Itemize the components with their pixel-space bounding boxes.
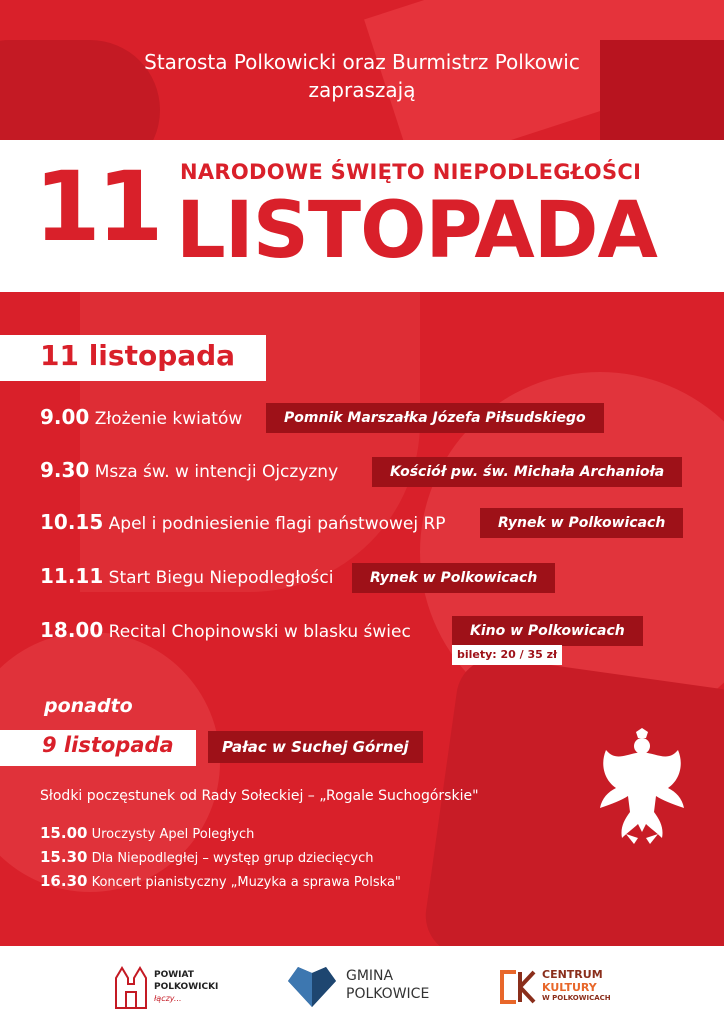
gmina-logo[interactable] <box>286 962 456 1012</box>
main-date-label <box>0 335 266 381</box>
diamond-icon <box>286 965 338 1009</box>
extra-event-time: 16.30 <box>40 872 88 890</box>
event-time: 11.11 <box>40 564 104 588</box>
castle-icon <box>114 964 148 1010</box>
ck-icon <box>498 970 538 1004</box>
extra-event-row <box>40 872 401 890</box>
event-time: 9.00 <box>40 405 90 429</box>
extra-event-name: Koncert pianistyczny „Muzyka a sprawa Polska" <box>91 875 401 890</box>
gmina-line1: GMINA <box>346 968 394 984</box>
event-row <box>40 618 411 642</box>
extra-place: Pałac w Suchej Górnej <box>208 731 423 763</box>
event-row <box>40 510 446 534</box>
title-day: 11 <box>34 151 160 263</box>
invitation-text <box>0 48 724 104</box>
invitation-line-2: zapraszają <box>308 78 416 102</box>
main-date-text: 11 listopada <box>40 339 236 372</box>
centrum-line2: KULTURY <box>542 981 597 994</box>
extra-event-time: 15.30 <box>40 848 88 866</box>
extra-note: Słodki poczęstunek od Rady Sołeckiej – „Rogale Suchogórskie" <box>40 788 479 804</box>
centrum-kultury-logo[interactable] <box>498 962 638 1012</box>
extra-event-name: Uroczysty Apel Poległych <box>91 827 255 842</box>
title-month: LISTOPADA <box>176 186 657 276</box>
event-name: Recital Chopinowski w blasku świec <box>108 622 411 642</box>
powiat-line1: POWIAT <box>154 970 194 980</box>
event-time: 10.15 <box>40 510 104 534</box>
event-time: 18.00 <box>40 618 104 642</box>
event-name: Start Biegu Niepodległości <box>108 568 334 588</box>
extra-date-text: 9 listopada <box>42 733 174 757</box>
extra-date-label <box>0 730 196 766</box>
gmina-line2: POLKOWICE <box>346 986 430 1002</box>
powiat-line2: POLKOWICKI <box>154 982 219 992</box>
event-row <box>40 564 333 588</box>
event-place: Pomnik Marszałka Józefa Piłsudskiego <box>266 403 604 433</box>
event-place: Rynek w Polkowicach <box>352 563 555 593</box>
extra-event-row <box>40 824 254 842</box>
event-time: 9.30 <box>40 458 90 482</box>
invitation-line-1: Starosta Polkowicki oraz Burmistrz Polkowic <box>144 50 580 74</box>
extra-event-name: Dla Niepodległej – występ grup dziecięcych <box>91 851 374 866</box>
event-place: Rynek w Polkowicach <box>480 508 683 538</box>
event-place: Kino w Polkowicach <box>452 616 643 646</box>
event-place: Kościół pw. św. Michała Archanioła <box>372 457 682 487</box>
white-eagle-icon <box>596 728 688 844</box>
event-name: Apel i podniesienie flagi państwowej RP <box>108 514 446 534</box>
powiat-line3: łączy... <box>154 994 182 1003</box>
event-row <box>40 458 338 482</box>
centrum-line1: CENTRUM <box>542 968 603 981</box>
extra-label: ponadto <box>44 695 133 717</box>
extra-event-time: 15.00 <box>40 824 88 842</box>
event-name: Złożenie kwiatów <box>94 409 243 429</box>
event-row <box>40 405 242 429</box>
centrum-line3: W POLKOWICACH <box>542 994 611 1002</box>
powiat-logo[interactable] <box>114 962 234 1012</box>
ticket-price: bilety: 20 / 35 zł <box>452 645 562 665</box>
title-subtitle: NARODOWE ŚWIĘTO NIEPODLEGŁOŚCI <box>180 160 642 184</box>
event-name: Msza św. w intencji Ojczyzny <box>94 462 339 482</box>
extra-event-row <box>40 848 374 866</box>
